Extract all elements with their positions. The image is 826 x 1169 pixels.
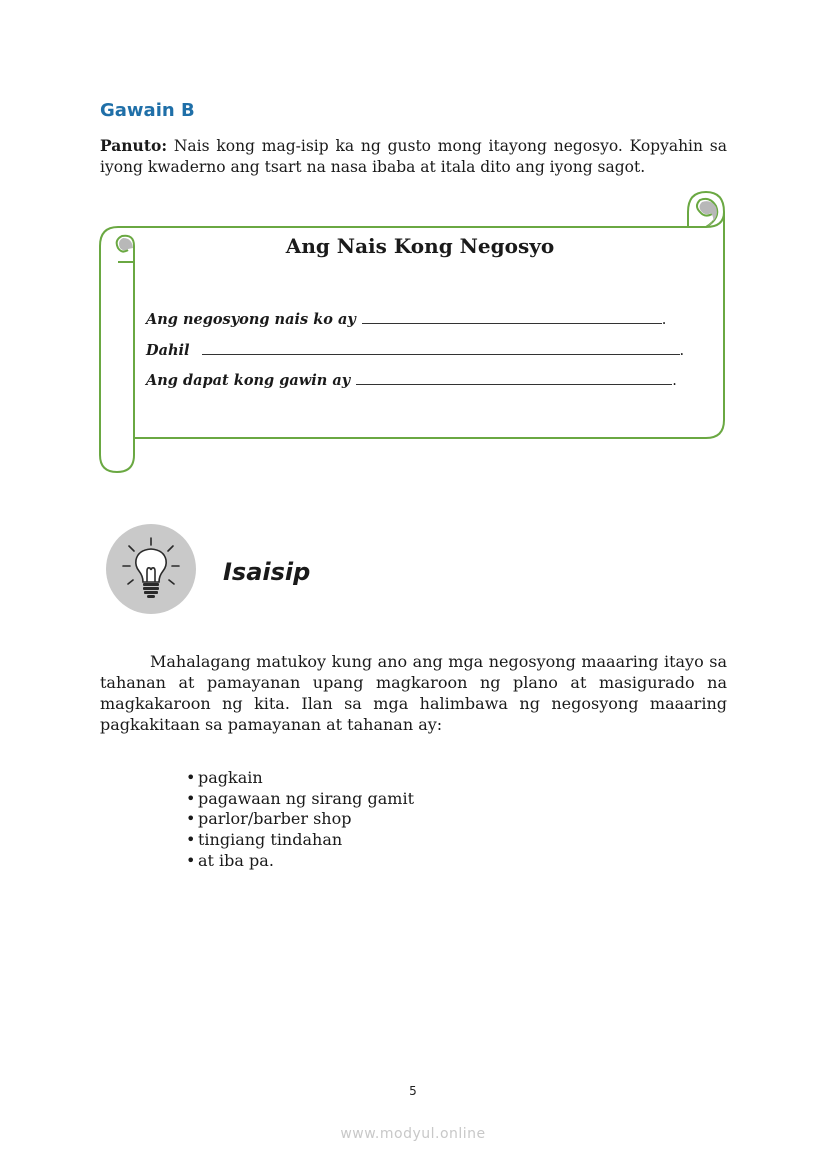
line-negosyo [146, 311, 666, 328]
instruction-text: Nais kong mag-isip ka ng gusto mong itayong negosyo. Kopyahin sa iyong kwaderno ang tsart na nasa ibaba at itala dito ang iyong sagot. [100, 137, 727, 176]
list-item: • tingiang tindahan [186, 830, 414, 851]
line-end: . [672, 373, 677, 389]
isaisip-title: Isaisip [223, 558, 311, 586]
line-end: . [679, 343, 685, 359]
answer-blank[interactable] [362, 311, 662, 324]
chart-title: Ang Nais Kong Negosyo [285, 234, 555, 258]
line-label: Dahil [146, 342, 190, 359]
list-item: • parlor/barber shop [186, 809, 414, 830]
list-item: • pagawaan ng sirang gamit [186, 789, 414, 810]
line-end: . [661, 312, 667, 328]
line-label: Ang negosyong nais ko ay [146, 311, 356, 328]
answer-blank[interactable] [356, 372, 672, 385]
lightbulb-icon [106, 524, 196, 614]
list-item: • at iba pa. [186, 851, 414, 872]
line-dahil [146, 342, 684, 359]
line-gawin [146, 372, 677, 389]
line-label: Ang dapat kong gawin ay [146, 372, 351, 389]
instruction-label: Panuto: [100, 136, 168, 155]
isaisip-paragraph: Mahalagang matukoy kung ano ang mga negosyong maaaring itayo sa tahanan at pamayanan upang magkaroon ng plano at masigurado na magkakaroon ng kita. Ilan sa mga halimbawa ng negosyong maaaring pagkakitaan sa pamayanan at tahanan ay: [100, 652, 727, 734]
list-item: • pagkain [186, 768, 414, 789]
lightbulb-badge [106, 524, 196, 614]
business-examples-list [186, 768, 414, 872]
page-number: 5 [409, 1084, 417, 1098]
activity-heading: Gawain B [100, 100, 195, 121]
answer-blank[interactable] [202, 342, 680, 355]
watermark: www.modyul.online [340, 1126, 486, 1142]
